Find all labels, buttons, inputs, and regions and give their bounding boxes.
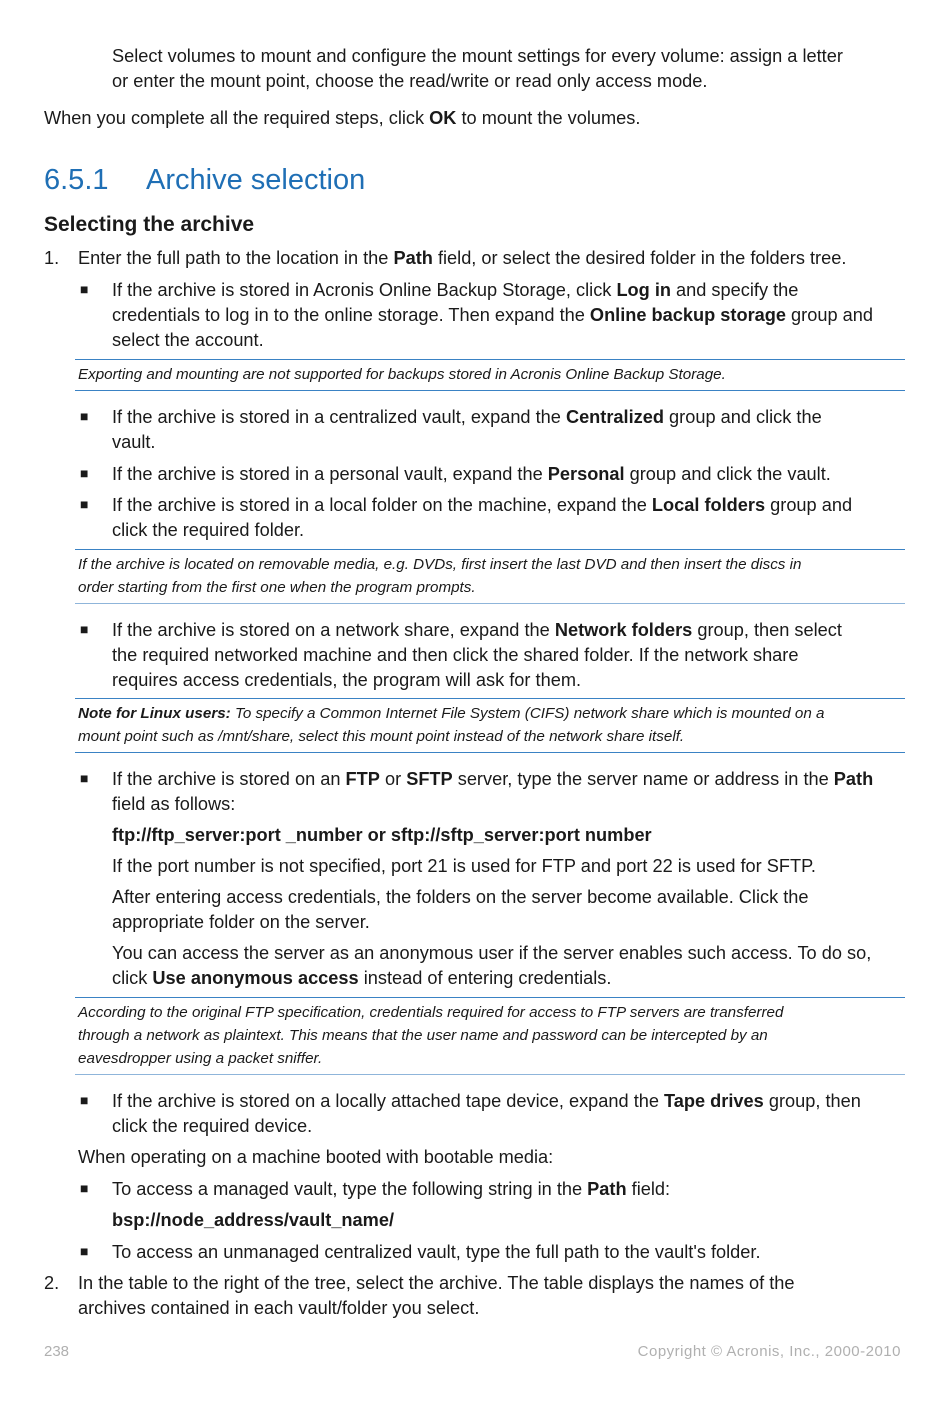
note-text: Exporting and mounting are not supported for backups stored in Acronis Online Backup Storage.	[78, 366, 726, 383]
bold-term: Log in	[616, 280, 671, 300]
text: credentials to log in to the online storage. Then expand the	[112, 305, 590, 325]
note-label: Note for Linux users:	[78, 705, 231, 722]
text: the required networked machine and then click the shared folder. If the network share	[112, 645, 799, 665]
bsp-syntax: bsp://node_address/vault_name/	[112, 1210, 394, 1230]
bold-term: Personal	[547, 464, 625, 484]
text-line: Select volumes to mount and configure the mount settings for every volume: assign a letter	[112, 46, 843, 66]
bullet-icon: ■	[80, 408, 89, 424]
text: If the archive is stored in a local folder on the machine, expand the	[112, 495, 652, 515]
text: If the archive is stored in Acronis Online Backup Storage, click	[112, 280, 617, 300]
bullet-icon: ■	[80, 465, 89, 481]
text: click the required device.	[112, 1116, 313, 1136]
bullet-icon: ■	[80, 1180, 89, 1196]
text: archives contained in each vault/folder you select.	[78, 1298, 480, 1318]
text: vault.	[112, 432, 156, 452]
bullet-icon: ■	[80, 621, 89, 637]
bold-term: Online backup storage	[589, 305, 786, 325]
text: field:	[626, 1179, 671, 1199]
bullet-online-storage	[112, 278, 873, 353]
note-linux-users	[75, 698, 905, 753]
text: to mount the volumes.	[456, 108, 641, 128]
text: To access a managed vault, type the following string in the	[112, 1179, 588, 1199]
bold-term: Centralized	[565, 407, 664, 427]
bullet-ftp	[112, 767, 873, 817]
bold-term: Local folders	[651, 495, 766, 515]
text: and specify the	[670, 280, 799, 300]
note-text: mount point such as /mnt/share, select this mount point instead of the network share itself.	[78, 728, 685, 745]
text: click the required folder.	[112, 520, 305, 540]
text: group and	[765, 495, 853, 515]
text: If the archive is stored in a centralized vault, expand the	[112, 407, 566, 427]
ftp-credentials-paragraph	[112, 885, 809, 935]
bullet-local-folders	[112, 493, 852, 543]
text: If the archive is stored on a locally attached tape device, expand the	[112, 1091, 665, 1111]
text: select the account.	[112, 330, 264, 350]
note-text: order starting from the first one when the program prompts.	[78, 579, 476, 596]
text: field as follows:	[112, 794, 236, 814]
bold-term: SFTP	[406, 769, 453, 789]
text: After entering access credentials, the folders on the server become available. Click the	[112, 887, 809, 907]
text: appropriate folder on the server.	[112, 912, 370, 932]
text: In the table to the right of the tree, select the archive. The table displays the names of the	[78, 1273, 795, 1293]
bullet-personal	[112, 462, 831, 487]
bullet-icon: ■	[80, 770, 89, 786]
note-text: If the archive is located on removable media, e.g. DVDs, first insert the last DVD and then insert the discs in	[78, 556, 802, 573]
note-text: through a network as plaintext. This means that the user name and password can be intercepted by an	[78, 1027, 768, 1044]
bold-term: Use anonymous access	[152, 968, 359, 988]
text: group, then select	[692, 620, 842, 640]
step-2-text	[78, 1271, 794, 1321]
text: click	[112, 968, 153, 988]
bold-term: Path	[587, 1179, 627, 1199]
text: group and click the	[663, 407, 822, 427]
section-heading	[44, 164, 365, 197]
text: field, or select the desired folder in the folders tree.	[432, 248, 847, 268]
text: requires access credentials, the program will ask for them.	[112, 670, 582, 690]
bold-term: OK	[429, 108, 457, 128]
bullet-icon: ■	[80, 1092, 89, 1108]
bullet-managed-vault	[112, 1177, 670, 1202]
note-online-storage	[75, 359, 905, 391]
intro-paragraph	[112, 44, 843, 94]
bootable-media-paragraph: When operating on a machine booted with bootable media:	[78, 1147, 554, 1167]
ftp-port-paragraph: If the port number is not specified, port 21 is used for FTP and port 22 is used for SFTP.	[112, 856, 816, 876]
bold-term: Path	[393, 248, 433, 268]
bullet-icon: ■	[80, 281, 89, 297]
text: group and click the vault.	[624, 464, 831, 484]
bold-term: FTP	[345, 769, 380, 789]
bullet-tape-drives	[112, 1089, 861, 1139]
note-text: eavesdropper using a packet sniffer.	[78, 1050, 323, 1067]
subheading: Selecting the archive	[44, 213, 255, 236]
bullet-network-share	[112, 618, 842, 693]
text: group, then	[763, 1091, 861, 1111]
bullet-centralized	[112, 405, 822, 455]
step-number: 1.	[44, 248, 60, 268]
section-number: 6.5.1	[44, 164, 109, 196]
ftp-syntax: ftp://ftp_server:port _number or sftp://sftp_server:port number	[112, 825, 652, 845]
step-1-text	[78, 246, 846, 271]
text: instead of entering credentials.	[358, 968, 612, 988]
bullet-icon: ■	[80, 496, 89, 512]
note-ftp-plaintext	[75, 997, 905, 1075]
text: If the archive is stored on a network share, expand the	[112, 620, 555, 640]
ok-paragraph	[44, 106, 640, 131]
bold-term: Network folders	[554, 620, 693, 640]
text: Enter the full path to the location in the	[78, 248, 394, 268]
text: If the archive is stored on an	[112, 769, 346, 789]
step-number: 2.	[44, 1273, 60, 1293]
ftp-anonymous-paragraph	[112, 941, 871, 991]
text: You can access the server as an anonymous user if the server enables such access. To do so,	[112, 943, 872, 963]
section-title: Archive selection	[146, 164, 366, 196]
note-text: To specify a Common Internet File System (CIFS) network share which is mounted on a	[230, 705, 825, 722]
text: or	[379, 769, 407, 789]
text: When you complete all the required steps, click	[44, 108, 430, 128]
page-number: 238	[44, 1343, 70, 1360]
text-line: or enter the mount point, choose the read/write or read only access mode.	[112, 71, 708, 91]
note-text: According to the original FTP specification, credentials required for access to FTP servers are transferred	[78, 1004, 784, 1021]
bullet-unmanaged-vault: To access an unmanaged centralized vault, type the full path to the vault's folder.	[112, 1242, 761, 1262]
bold-term: Path	[833, 769, 874, 789]
text: If the archive is stored in a personal vault, expand the	[112, 464, 548, 484]
text: group and	[786, 305, 873, 325]
note-removable-media	[75, 549, 905, 604]
bullet-icon: ■	[80, 1243, 89, 1259]
text: server, type the server name or address in the	[452, 769, 834, 789]
copyright: Copyright © Acronis, Inc., 2000-2010	[637, 1343, 901, 1360]
bold-term: Tape drives	[664, 1091, 764, 1111]
